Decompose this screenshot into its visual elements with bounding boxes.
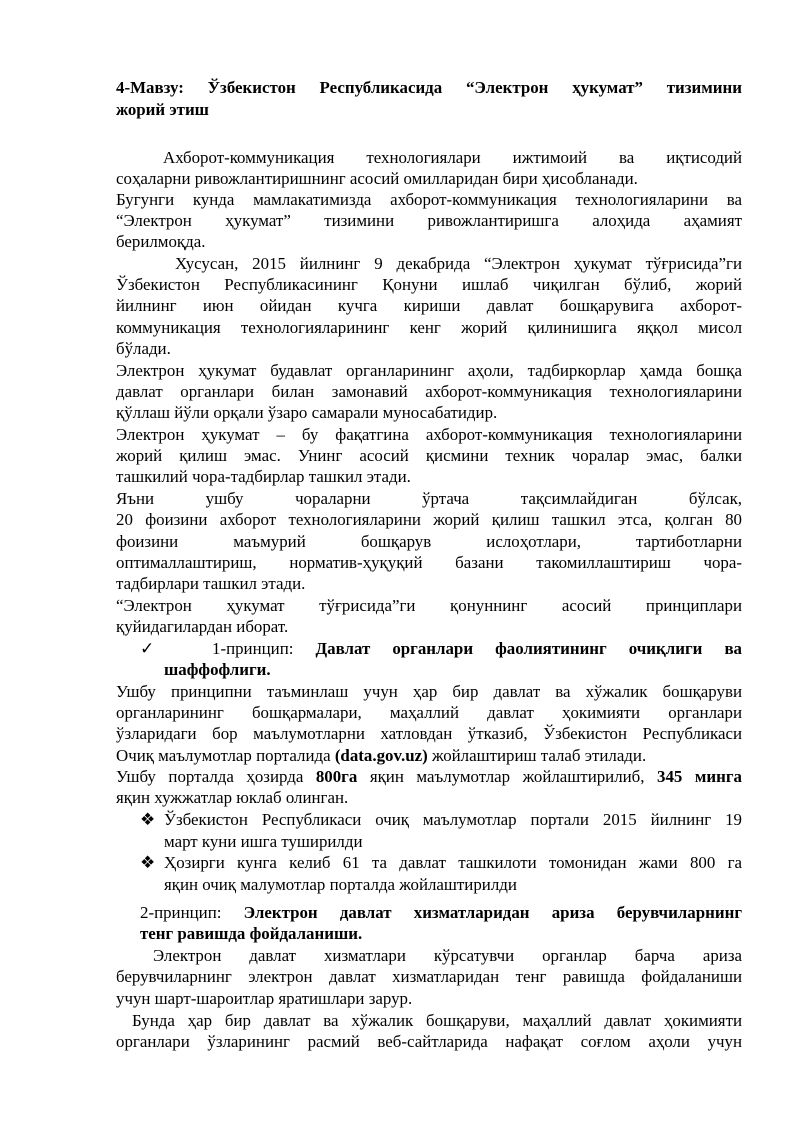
diamond-bullet-icon: ❖ (140, 853, 156, 872)
paragraph-3-line-1: Хусусан, 2015 йилнинг 9 декабрида “Электрон ҳукумат тўғрисида”ги (175, 254, 742, 273)
paragraph-9-line-2: яқин хужжатлар юклаб олинган. (116, 788, 349, 807)
paragraph-7-line-1: “Электрон ҳукумат тўғрисида”ги қонуннинг асосий принциплари (116, 596, 742, 615)
principle-1-title: Давлат органлари фаолиятининг очиқлиги ва (315, 639, 743, 658)
diamond-item-1-line-1: Ўзбекистон Республикаси очиқ маълумотлар портали 2015 йилнинг 19 (164, 810, 742, 829)
paragraph-4-line-2: давлат органлари билан замонавий ахборот-коммуникация технологияларини (116, 382, 742, 401)
paragraph-8-line-4 (116, 745, 742, 767)
paragraph-3-line-3: йилнинг июн ойидан кучга кириши давлат бошқарувига ахборот- (116, 296, 742, 315)
paragraph-9-text-c: яқин маълумотлар жойлаштирилиб, (357, 767, 658, 786)
paragraph-6-line-3: фоизини маъмурий бошқарув ислоҳотлари, тартиботларни (116, 532, 742, 551)
paragraph-8-text-a: Очиқ маълумотлар порталида (116, 746, 335, 765)
paragraph-3-line-2: Ўзбекистон Республикасининг Қонуни ишлаб чиқилган бўлиб, жорий (116, 275, 742, 294)
paragraph-5-line-1: Электрон ҳукумат – бу фақатгина ахборот-коммуникация технологияларини (116, 425, 742, 444)
paragraph-4-line-3: қўллаш йўли орқали ўзаро самарали муносабатидир. (116, 403, 498, 422)
principle-2-title-line-2: тенг равишда фойдаланиши. (140, 924, 363, 943)
paragraph-2-line-2: “Электрон ҳукумат” тизимини ривожлантиришга алоҳида аҳамият (116, 211, 742, 230)
paragraph-5-line-3: ташкилий чора-тадбирлар ташкил этади. (116, 467, 411, 486)
paragraph-8-line-1: Ушбу принципни таъминлаш учун ҳар бир давлат ва хўжалик бошқаруви (116, 682, 742, 701)
paragraph-10-line-3: учун шарт-шароитлар яратишлари зарур. (116, 989, 413, 1008)
paragraph-9-text-a: Ушбу порталда ҳозирда (116, 767, 316, 786)
page-title-line-1: 4-Мавзу: Ўзбекистон Республикасида “Электрон ҳукумат” тизимини (116, 78, 742, 97)
principle-2-prefix: 2-принцип: (140, 903, 244, 922)
paragraph-3-line-5: бўлади. (116, 339, 171, 358)
principle-2-title: Электрон давлат хизматларидан ариза берувчиларнинг (243, 903, 742, 922)
paragraph-10-line-1: Электрон давлат хизматлари кўрсатувчи органлар барча ариза (153, 946, 742, 965)
principle-1-title-line-2: шаффофлиги. (164, 660, 271, 679)
paragraph-4-line-1: Электрон ҳукумат будавлат органларининг аҳоли, тадбиркорлар ҳамда бошқа (116, 361, 742, 380)
diamond-item-2-line-1: Ҳозирги кунга келиб 61 та давлат ташкилоти томонидан жами 800 га (164, 853, 742, 872)
paragraph-8-line-3: ўзларидаги бор маълумотларни хатловдан ўтказиб, Ўзбекистон Республикаси (116, 724, 742, 743)
paragraph-6-line-4: оптималлаштириш, норматив-ҳуқуқий базани такомиллаштириш чора- (116, 553, 742, 572)
diamond-item-2-line-2: яқин очиқ малумотлар порталда жойлаштирилди (164, 875, 517, 894)
paragraph-3-line-4: коммуникация технологияларининг кенг жорий қилинишига яққол мисол (116, 318, 742, 337)
paragraph-11-line-1: Бунда ҳар бир давлат ва хўжалик бошқаруви, маҳаллий давлат ҳокимияти (132, 1011, 742, 1030)
downloads-count: 345 минга (657, 767, 742, 786)
paragraph-2-line-3: берилмоқда. (116, 232, 206, 251)
paragraph-8-line-2: органларининг бошқармалари, маҳаллий давлат ҳокимияти органлари (116, 703, 742, 722)
principle-2-line-1 (140, 902, 742, 924)
diamond-item-1-line-2: март куни ишга туширилди (164, 832, 363, 851)
portal-url: (data.gov.uz) (334, 746, 428, 765)
check-icon: ✓ (140, 639, 155, 658)
paragraph-11-line-2: органлари ўзларининг расмий веб-сайтларида нафақат соғлом аҳоли учун (116, 1032, 742, 1051)
paragraph-7-line-2: қуйидагилардан иборат. (116, 617, 289, 636)
paragraph-1-line-1: Ахборот-коммуникация технологиялари ижтимоий ва иқтисодий (163, 148, 742, 167)
datasets-count: 800га (315, 767, 358, 786)
paragraph-8-text-c: жойлаштириш талаб этилади. (427, 746, 647, 765)
paragraph-6-line-1: Яъни ушбу чораларни ўртача тақсимлайдиган бўлсак, (116, 489, 742, 508)
principle-1-line-1 (212, 638, 742, 660)
paragraph-5-line-2: жорий қилиш эмас. Унинг асосий қисмини техник чоралар эмас, балки (116, 446, 742, 465)
page-title-line-2: жорий этиш (116, 100, 209, 119)
diamond-bullet-icon: ❖ (140, 810, 156, 829)
paragraph-6-line-5: тадбирлари ташкил этади. (116, 574, 306, 593)
paragraph-10-line-2: берувчиларнинг электрон давлат хизматларидан тенг равишда фойдаланиши (116, 967, 742, 986)
principle-1-prefix: 1-принцип: (212, 639, 316, 658)
paragraph-9-line-1 (116, 766, 742, 788)
paragraph-2-line-1: Бугунги кунда мамлакатимизда ахборот-коммуникация технологияларини ва (116, 190, 742, 209)
paragraph-6-line-2: 20 фоизини ахборот технологияларини жорий қилиш ташкил этса, қолган 80 (116, 510, 742, 529)
paragraph-1-line-2: соҳаларни ривожлантиришнинг асосий омилларидан бири ҳисобланади. (116, 169, 638, 188)
